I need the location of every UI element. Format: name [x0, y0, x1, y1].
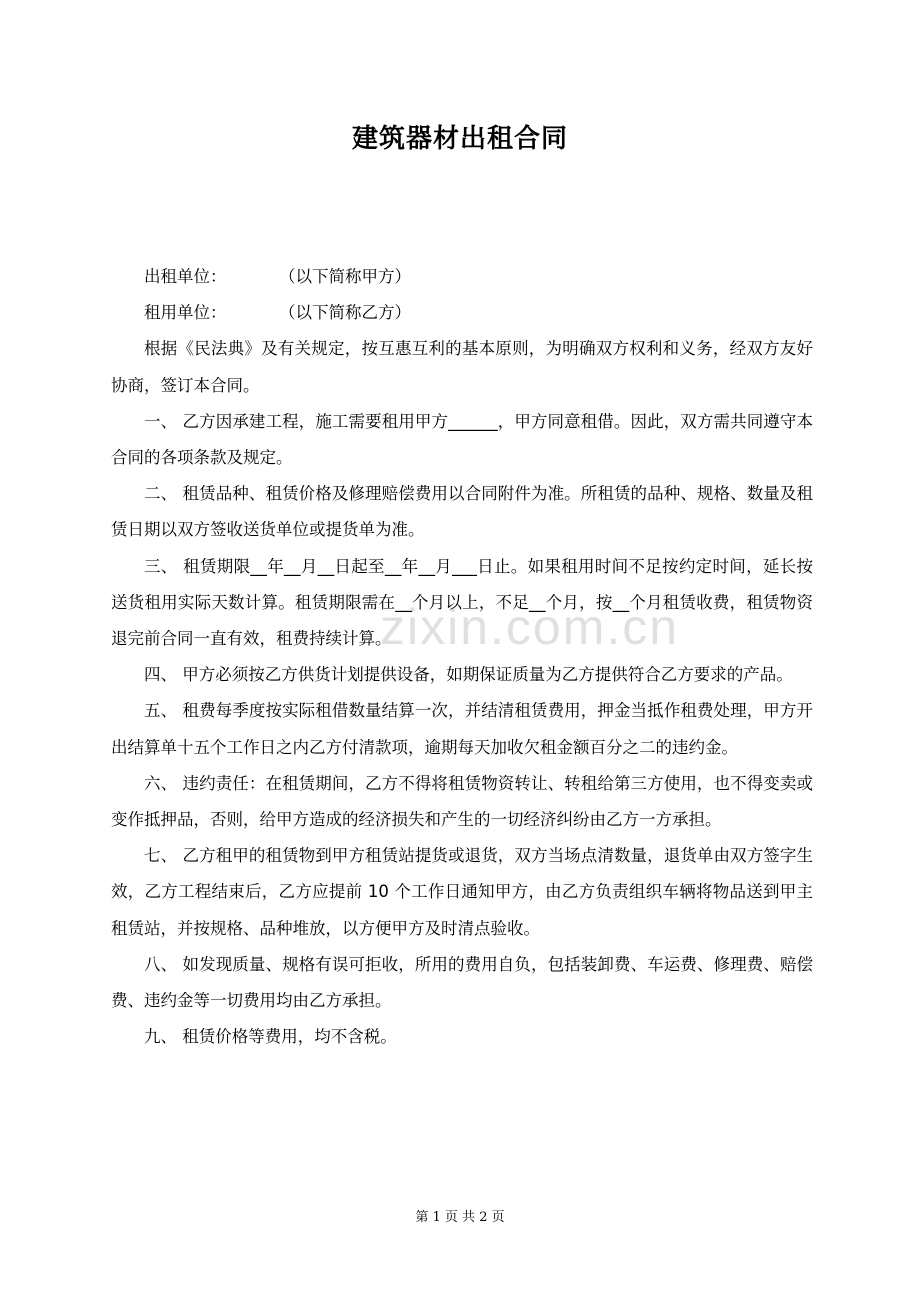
clause-8: 八、 如发现质量、规格有误可拒收，所用的费用自负，包括装卸费、车运费、修理费、赔偿费、违约金等一切费用均由乙方承担。: [111, 954, 813, 1011]
preamble-paragraph: 根据《民法典》及有关规定，按互惠互利的基本原则，为明确双方权利和义务，经双方友好协商，签订本合同。: [111, 339, 813, 395]
clause-2: 二、 租赁品种、租赁价格及修理赔偿费用以合同附件为准。所租赁的品种、规格、数量及租赁日期以双方签收送货单位或提货单为准。: [111, 484, 813, 540]
clause-1: 一、 乙方因承建工程，施工需要租用甲方______，甲方同意租借。因此，双方需共同遵守本合同的各项条款及规定。: [111, 411, 813, 468]
clause-6: 六、 违约责任：在租赁期间，乙方不得将租赁物资转让、转租给第三方使用，也不得变卖或变作抵押品，否则，给甲方造成的经济损失和产生的一切经济纠纷由乙方一方承担。: [111, 773, 813, 830]
watermark: zixin.com.cn: [380, 599, 680, 655]
clause-5: 五、 租费每季度按实际租借数量结算一次，并结清租赁费用，押金当抵作租费处理，甲方开出结算单十五个工作日之内乙方付清款项，逾期每天加收欠租金额百分之二的违约金。: [111, 701, 813, 757]
clause-4: 四、 甲方必须按乙方供货计划提供设备，如期保证质量为乙方提供符合乙方要求的产品。: [144, 665, 793, 685]
contract-body: [111, 259, 813, 1055]
clause-7: 七、 乙方租甲的租赁物到甲方租赁站提货或退货，双方当场点清数量，退货单由双方签字生效，乙方工程结束后，乙方应提前 10 个工作日通知甲方，由乙方负责组织车辆将物品送到甲主租赁站，并按规格、品种堆放，以方便甲方及时清点验收。: [111, 846, 813, 938]
document-title: 建筑器材出租合同: [351, 124, 568, 154]
lessee-line: 租用单位： （以下简称乙方）: [144, 303, 411, 323]
clause-3: 三、 租赁期限__年__月__日起至__年__月___日止。如果租用时间不足按约定时间，延长按送货租用实际天数计算。租赁期限需在__个月以上，不足__个月，按__个月租赁收费，租赁物资退完前合同一直有效，租费持续计算。: [111, 556, 813, 649]
lessor-line: 出租单位： （以下简称甲方）: [144, 267, 411, 286]
page-footer: 第 1 页 共 2 页: [415, 1210, 505, 1225]
clause-9: 九、 租赁价格等费用，均不含税。: [144, 1027, 397, 1047]
